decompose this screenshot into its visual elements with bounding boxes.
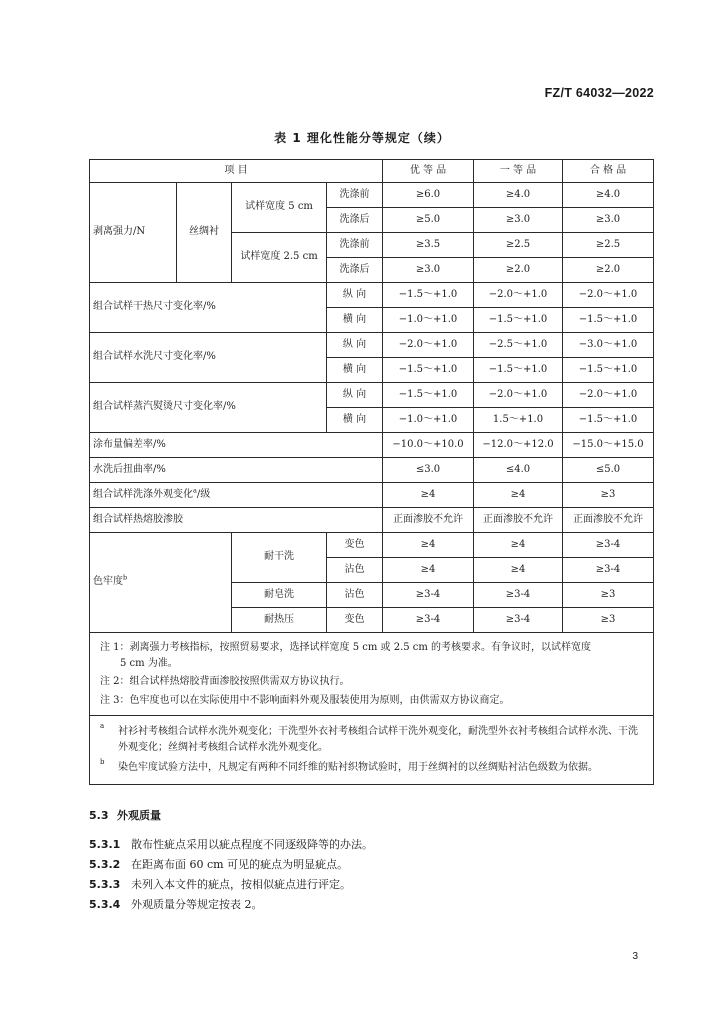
clause-text: 未列入本文件的疵点，按相似疵点进行评定。 — [131, 878, 351, 891]
table-cell: ≥3.5 — [383, 233, 474, 258]
section-heading — [89, 807, 161, 823]
weft-label: 横 向 — [327, 358, 383, 383]
warp-label: 纵 向 — [327, 283, 383, 308]
footnote-a-mark: a — [100, 722, 105, 730]
table-cell: ≥2.5 — [474, 233, 563, 258]
table-row — [90, 333, 654, 358]
skew-after-wash-label: 水洗后扭曲率/% — [90, 458, 383, 483]
table-cell: −1.5～+1.0 — [563, 358, 654, 383]
staining-label: 沾色 — [327, 583, 383, 608]
table-title: 表 1 理化性能分等规定（续） — [274, 131, 450, 145]
table-cell: −1.5～+1.0 — [383, 358, 474, 383]
table-cell: ≥4 — [474, 533, 563, 558]
table-cell: ≥4 — [383, 483, 474, 508]
table-row — [90, 458, 654, 483]
hot-press-label: 耐热压 — [232, 608, 327, 633]
table-cell: ≥3-4 — [563, 558, 654, 583]
clause-text: 外观质量分等规定按表 2。 — [131, 898, 263, 911]
weft-label: 横 向 — [327, 408, 383, 433]
wash-change-label: 组合试样水洗尺寸变化率/% — [90, 333, 327, 383]
table-cell: ≥3-4 — [563, 533, 654, 558]
table-row — [90, 383, 654, 408]
footnote-b — [100, 760, 647, 776]
note-3: 注 3：色牢度也可以在实际使用中不影响面料外观及服装使用为原则，由供需双方协议商定。 — [100, 694, 510, 706]
after-wash-label: 洗涤后 — [327, 258, 383, 283]
table-cell: ≥4 — [383, 533, 474, 558]
table-cell: ≥3.0 — [383, 258, 474, 283]
silk-lining-label: 丝绸衬 — [177, 183, 232, 283]
table-cell: ≥3.0 — [563, 208, 654, 233]
width-5cm-label: 试样宽度 5 cm — [232, 183, 327, 233]
note-1 — [100, 640, 647, 671]
clause-text: 在距离布面 60 cm 可见的疵点为明显疵点。 — [131, 858, 349, 871]
table-row — [90, 183, 654, 208]
table-cell: −3.0～+1.0 — [563, 333, 654, 358]
table-cell: −1.5～+1.0 — [383, 383, 474, 408]
soap-wash-label: 耐皂洗 — [232, 583, 327, 608]
footnote-a — [100, 724, 647, 756]
color-fastness-label — [90, 533, 232, 633]
clause-item — [89, 836, 373, 852]
table-cell: ≥3-4 — [383, 583, 474, 608]
table-cell: ≥3-4 — [474, 608, 563, 633]
color-change-label: 变色 — [327, 608, 383, 633]
table-cell: ≥4 — [474, 558, 563, 583]
table-cell: ≥3-4 — [474, 583, 563, 608]
peel-strength-label: 剥离强力/N — [90, 183, 177, 283]
footnote-b-text: 染色牢度试验方法中，凡规定有两种不同纤维的贴衬织物试验时，用于丝绸衬的以丝绸贴衬沾色级数为依据。 — [118, 762, 598, 773]
warp-label: 纵 向 — [327, 383, 383, 408]
table-cell: −2.0～+1.0 — [563, 283, 654, 308]
table-footnotes — [90, 716, 654, 785]
table-cell: −2.0～+1.0 — [474, 283, 563, 308]
table-cell: −10.0～+10.0 — [383, 433, 474, 458]
table-cell: ≤5.0 — [563, 458, 654, 483]
coating-deviation-label: 涂布量偏差率/% — [90, 433, 383, 458]
table-row — [90, 533, 654, 558]
before-wash-label: 洗涤前 — [327, 183, 383, 208]
table-cell: ≥4 — [474, 483, 563, 508]
table-cell: ≥2.5 — [563, 233, 654, 258]
table-cell: 正面渗胶不允许 — [474, 508, 563, 533]
appearance-change-label — [90, 483, 383, 508]
weft-label: 横 向 — [327, 308, 383, 333]
note-2: 注 2：组合试样热熔胶背面渗胶按照供需双方协议执行。 — [100, 676, 350, 687]
dry-heat-label: 组合试样干热尺寸变化率/% — [90, 283, 327, 333]
table-cell: −12.0～+12.0 — [474, 433, 563, 458]
table-cell: ≥6.0 — [383, 183, 474, 208]
table-cell: ≥4.0 — [563, 183, 654, 208]
table-cell: −1.5～+1.0 — [383, 283, 474, 308]
clause-item — [89, 896, 263, 912]
table-cell: −1.0～+1.0 — [383, 308, 474, 333]
page-number: 3 — [632, 951, 638, 962]
steam-change-label: 组合试样蒸汽熨烫尺寸变化率/% — [90, 383, 327, 433]
table-cell: ≥3 — [563, 483, 654, 508]
table-cell: −2.0～+1.0 — [474, 383, 563, 408]
table-cell: 1.5～+1.0 — [474, 408, 563, 433]
appearance-change-text: 组合试样洗涤外观变化 — [93, 488, 193, 500]
color-fastness-text: 色牢度 — [93, 576, 123, 588]
section-number: 5.3 — [89, 809, 109, 822]
footnote-mark-a: a — [193, 486, 197, 495]
table-cell: ≥3.0 — [474, 208, 563, 233]
before-wash-label: 洗涤前 — [327, 233, 383, 258]
header-grade-premium: 优 等 品 — [383, 160, 474, 183]
clause-text: 散布性疵点采用以疵点程度不同逐级降等的办法。 — [131, 838, 373, 851]
table-row — [90, 433, 654, 458]
table-cell: −2.0～+1.0 — [563, 383, 654, 408]
footnotes-row — [90, 716, 654, 785]
table-header-row — [90, 160, 654, 183]
table-cell: ≥5.0 — [383, 208, 474, 233]
note-1-line-2: 5 cm 为准。 — [120, 657, 178, 669]
standard-code: FZ/T 64032—2022 — [544, 86, 654, 100]
table-row — [90, 283, 654, 308]
header-grade-qualified: 合 格 品 — [563, 160, 654, 183]
notes-row — [90, 633, 654, 716]
table-cell: ≥4 — [383, 558, 474, 583]
after-wash-label: 洗涤后 — [327, 208, 383, 233]
hotmelt-bleed-label: 组合试样热熔胶渗胶 — [90, 508, 383, 533]
table-cell: 正面渗胶不允许 — [563, 508, 654, 533]
table-cell: −1.0～+1.0 — [383, 408, 474, 433]
table-cell: 正面渗胶不允许 — [383, 508, 474, 533]
table-cell: −15.0～+15.0 — [563, 433, 654, 458]
appearance-unit: /级 — [196, 488, 211, 500]
clause-item — [89, 876, 351, 892]
table-cell: ≥3-4 — [383, 608, 474, 633]
footnote-a-text: 衬衫衬考核组合试样水洗外观变化；干洗型外衣衬考核组合试样干洗外观变化，耐洗型外衣衬考核组合试样水洗、干洗外观变化；丝绸衬考核组合试样水洗外观变化。 — [118, 726, 638, 753]
table-cell: −1.5～+1.0 — [474, 358, 563, 383]
table-cell: ≤4.0 — [474, 458, 563, 483]
clause-number: 5.3.2 — [89, 858, 121, 871]
clause-number: 5.3.3 — [89, 878, 121, 891]
table-cell: −2.5～+1.0 — [474, 333, 563, 358]
header-grade-first: 一 等 品 — [474, 160, 563, 183]
section-title: 外观质量 — [117, 809, 161, 822]
spec-table — [89, 159, 654, 785]
header-item: 项 目 — [90, 160, 383, 183]
table-notes — [90, 633, 654, 716]
table-cell: ≥2.0 — [563, 258, 654, 283]
table-cell: ≥3 — [563, 583, 654, 608]
footnote-mark-b: b — [123, 573, 128, 582]
color-change-label: 变色 — [327, 533, 383, 558]
footnote-b-mark: b — [100, 758, 105, 766]
width-2-5cm-label: 试样宽度 2.5 cm — [232, 233, 327, 283]
table-cell: −2.0～+1.0 — [383, 333, 474, 358]
staining-label: 沾色 — [327, 558, 383, 583]
table-row — [90, 508, 654, 533]
note-1-line-1: 注 1：剥离强力考核指标，按照贸易要求，选择试样宽度 5 cm 或 2.5 cm 的考核要求。有争议时，以试样宽度 — [100, 642, 592, 653]
table-cell: −1.5～+1.0 — [474, 308, 563, 333]
warp-label: 纵 向 — [327, 333, 383, 358]
clause-number: 5.3.1 — [89, 838, 121, 851]
dry-clean-label: 耐干洗 — [232, 533, 327, 583]
table-cell: ≥4.0 — [474, 183, 563, 208]
table-row — [90, 483, 654, 508]
table-cell: ≥2.0 — [474, 258, 563, 283]
table-cell: ≥3 — [563, 608, 654, 633]
clause-item — [89, 856, 348, 872]
table-cell: −1.5～+1.0 — [563, 308, 654, 333]
table-cell: −1.5～+1.0 — [563, 408, 654, 433]
clause-number: 5.3.4 — [89, 898, 121, 911]
table-cell: ≤3.0 — [383, 458, 474, 483]
